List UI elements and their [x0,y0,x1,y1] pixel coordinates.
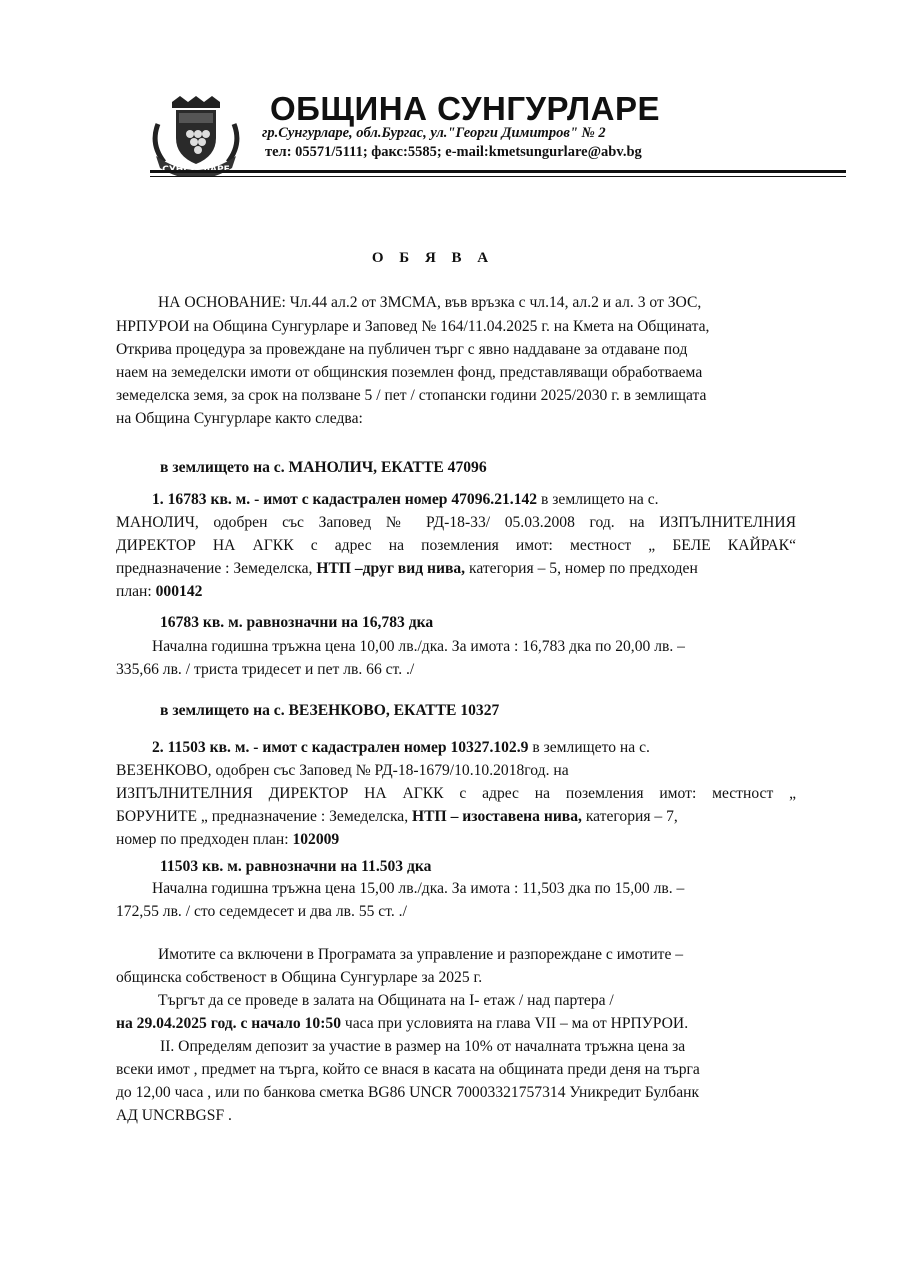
lot-1-line-1 [152,489,659,512]
municipality-address: гр.Сунгурларе, обл.Бургас, ул."Георги Димитров" № 2 [262,125,606,141]
lot-2-prev-plan-label: номер по предходен план: [116,831,293,848]
intro-line-1: НА ОСНОВАНИЕ: Чл.44 ал.2 от ЗМСМА, във връзка с чл.14, ал.2 и ал. 3 от ЗОС, [158,294,702,311]
lot-2-line-3: ИЗПЪЛНИТЕЛНИЯ ДИРЕКТОР НА АГКК с адрес на поземления имот: местност „ [116,785,796,802]
deposit-line-2: всеки имот , предмет на търга, който се внася в касата на общината преди деня на търга [116,1061,700,1078]
lot-2-category: категория – 7, [581,808,678,825]
municipality-title: ОБЩИНА СУНГУРЛАРЕ [270,90,660,127]
lot-1-category: категория – 5, номер по предходен [465,560,698,577]
lot-2-line-5 [116,829,339,852]
lot-2-line-1-rest: в землището на с. [528,739,650,756]
lot-1-prev-plan-label: план: [116,583,156,600]
lot-2-land-use: НТП – изоставена нива, [412,808,582,825]
lot-2-prev-plan-number: 102009 [292,831,340,848]
auction-date: на 29.04.2025 год. с начало 10:50 [116,1015,342,1032]
lot-1-line-2: МАНОЛИЧ, одобрен със Заповед № РД-18-33/ 05.03.2008 год. на ИЗПЪЛНИТЕЛНИЯ [116,514,796,531]
intro-line-4: наем на земеделски имоти от общинския поземлен фонд, представляващи обработваема [116,364,703,381]
auction-conditions: часа при условията на глава VII – ма от НРПУРОИ. [341,1015,689,1032]
lot-2-cadastral-id: 2. 11503 кв. м. - имот с кадастрален номер 10327.102.9 [152,739,529,756]
lot-1-price-line-2: 335,66 лв. / триста тридесет и пет лв. 66 ст. ./ [116,661,415,678]
lot-1-cadastral-id: 1. 16783 кв. м. - имот с кадастрален номер 47096.21.142 [152,491,538,508]
lot-2-line-4 [116,806,678,829]
lot-1-heading: в землището на с. МАНОЛИЧ, ЕКАТТЕ 47096 [160,459,487,476]
lot-2-price-line-2: 172,55 лв. / сто седемдесет и два лв. 55 ст. ./ [116,903,407,920]
logo-ribbon-text: СУНГУРЛАРЕ [162,165,230,175]
lot-1-land-use: НТП –друг вид нива, [316,560,466,577]
lot-1-line-4 [116,558,698,581]
header-divider-thin [150,176,846,177]
lot-1-line-3: ДИРЕКТОР НА АГКК с адрес на поземления имот: местност „ БЕЛЕ КАЙРАК“ [116,537,796,554]
lot-1-price-line-1: Начална годишна тръжна цена 10,00 лв./дка. За имота : 16,783 дка по 20,00 лв. – [152,638,685,655]
closing-venue: Търгът да се проведе в залата на Общината на I- етаж / над партера / [158,992,614,1009]
municipality-contacts: тел: 05571/5111; факс:5585; e-mail:kmetsungurlare@abv.bg [265,144,642,160]
municipality-coat-of-arms-icon [150,94,242,176]
lot-1-purpose: предназначение : Земеделска, [116,560,317,577]
document-heading: О Б Я В А [371,250,495,266]
lot-2-line-2: ВЕЗЕНКОВО, одобрен със Заповед № РД-18-1679/10.10.2018год. на [116,762,569,779]
lot-2-price-line-1: Начална годишна тръжна цена 15,00 лв./дка. За имота : 11,503 дка по 15,00 лв. – [152,880,685,897]
lot-2-purpose: БОРУНИТЕ „ предназначение : Земеделска, [116,808,413,825]
intro-line-2: НРПУРОИ на Община Сунгурларе и Заповед № 164/11.04.2025 г. на Кмета на Общината, [116,318,710,335]
lot-2-area: 11503 кв. м. равнозначни на 11.503 дка [160,858,432,875]
deposit-line-4: АД UNCRBGSF . [116,1107,232,1124]
deposit-line-1: II. Определям депозит за участие в размер на 10% от началната тръжна цена за [160,1038,686,1055]
lot-1-area: 16783 кв. м. равнозначни на 16,783 дка [160,614,434,631]
header-divider-thick [150,170,846,173]
lot-1-line-5 [116,581,202,604]
deposit-line-3: до 12,00 часа , или по банкова сметка BG86 UNCR 70003321757314 Уникредит Булбанк [116,1084,700,1101]
lot-1-prev-plan-number: 000142 [155,583,203,600]
lot-1-line-1-rest: в землището на с. [537,491,659,508]
closing-program-line-2: общинска собственост в Община Сунгурларе за 2025 г. [116,969,483,986]
closing-program-line-1: Имотите са включени в Програмата за управление и разпореждане с имотите – [158,946,684,963]
lot-2-line-1 [152,737,650,760]
intro-line-3: Открива процедура за провеждане на публичен търг с явно наддаване за отдаване под [116,341,688,358]
closing-date-line [116,1013,688,1036]
lot-2-heading: в землището на с. ВЕЗЕНКОВО, ЕКАТТЕ 10327 [160,702,500,719]
intro-line-5: земеделска земя, за срок на ползване 5 / пет / стопански години 2025/2030 г. в землищата [116,387,707,404]
intro-line-6: на Община Сунгурларе както следва: [116,410,363,427]
